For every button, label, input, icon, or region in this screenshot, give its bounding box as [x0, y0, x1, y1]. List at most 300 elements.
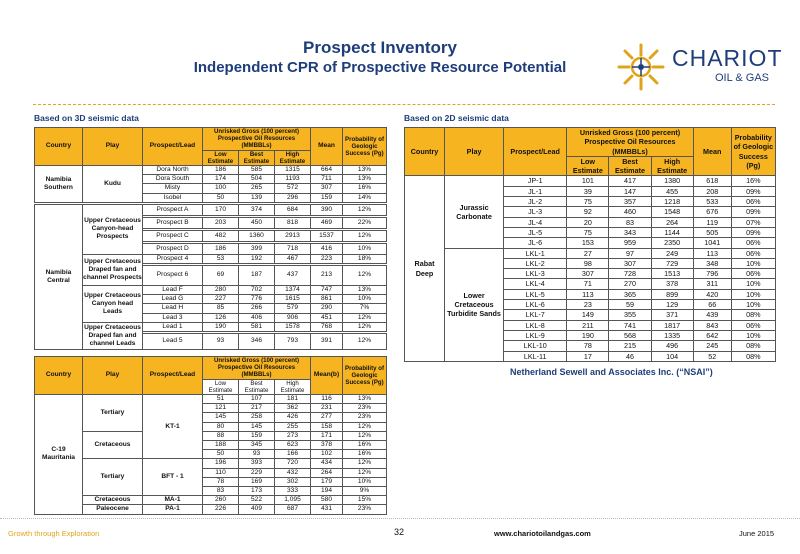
high-cell: 104 — [651, 351, 693, 361]
col-pg: Probability of Geologic Success (Pg) — [343, 128, 387, 166]
low-cell: 260 — [203, 496, 239, 505]
high-cell: 718 — [275, 243, 311, 254]
high-cell: 899 — [651, 289, 693, 299]
best-cell: 343 — [609, 227, 651, 237]
pg-cell: 12% — [343, 204, 387, 215]
prospect-cell: LKL-2 — [504, 258, 567, 268]
play-cell: Upper Cretaceous Canyon head Leads — [83, 286, 143, 323]
high-cell: 129 — [651, 300, 693, 310]
low-cell: 113 — [567, 289, 609, 299]
best-cell: 409 — [239, 505, 275, 514]
col-mean: Mean — [693, 128, 731, 176]
low-cell: 51 — [203, 395, 239, 404]
mean-cell: 505 — [693, 227, 731, 237]
high-cell: 1817 — [651, 320, 693, 330]
low-cell: 98 — [567, 258, 609, 268]
page-subtitle: Independent CPR of Prospective Resource Potential — [193, 59, 567, 76]
play-cell: Jurassic Carbonate — [445, 176, 504, 248]
best-cell: 959 — [609, 238, 651, 248]
best-cell: 139 — [239, 193, 275, 202]
pg-cell: 9% — [343, 487, 387, 496]
play-cell: Tertiary — [83, 459, 143, 496]
table-row — [405, 176, 776, 186]
best-cell: 83 — [609, 217, 651, 227]
mean-cell: 768 — [311, 322, 343, 331]
prospect-cell: Prospect A — [143, 204, 203, 215]
low-cell: 75 — [567, 197, 609, 207]
prospect-cell: MA-1 — [143, 496, 203, 505]
prospect-cell: BFT - 1 — [143, 459, 203, 496]
chariot-wheel-icon — [615, 42, 667, 92]
high-cell: 455 — [651, 186, 693, 196]
low-cell: 23 — [567, 300, 609, 310]
pg-cell: 09% — [731, 186, 775, 196]
high-cell: 432 — [275, 468, 311, 477]
high-cell: 818 — [275, 217, 311, 228]
prospect-cell: LKL-3 — [504, 269, 567, 279]
col-high: High Estimate — [275, 150, 311, 165]
mean-cell: 290 — [311, 304, 343, 313]
high-cell: 249 — [651, 248, 693, 258]
best-cell: 187 — [239, 266, 275, 286]
col-play: Play — [83, 128, 143, 166]
header-divider — [33, 104, 775, 105]
pg-cell: 13% — [343, 395, 387, 404]
best-cell: 346 — [239, 334, 275, 350]
col-low: Low Estimate — [567, 156, 609, 176]
mean-cell: 1041 — [693, 238, 731, 248]
col-high: High Estimate — [651, 156, 693, 176]
mean-cell: 618 — [693, 176, 731, 186]
low-cell: 50 — [203, 193, 239, 202]
pg-cell: 06% — [731, 248, 775, 258]
mean-cell: 431 — [311, 505, 343, 514]
col-prospect: Prospect/Lead — [143, 357, 203, 395]
mean-cell: 469 — [311, 217, 343, 228]
mean-cell: 664 — [311, 166, 343, 175]
table-row — [35, 254, 387, 263]
pg-cell: 15% — [343, 496, 387, 505]
table-row — [405, 248, 776, 258]
best-cell: 215 — [609, 341, 651, 351]
rabat-deep-resource-table — [404, 127, 776, 362]
high-cell: 2913 — [275, 230, 311, 241]
col-unrisked: Unrisked Gross (100 percent) Prospective Oil Resources (MMBBLs) — [203, 357, 311, 380]
mean-cell: 843 — [693, 320, 731, 330]
prospect-cell: LKL-1 — [504, 248, 567, 258]
prospect-cell: Isobel — [143, 193, 203, 202]
play-cell: Cretaceous — [83, 496, 143, 505]
low-cell: 93 — [203, 334, 239, 350]
best-cell: 307 — [609, 258, 651, 268]
play-cell: Upper Cretaceous Draped fan and channel Leads — [83, 322, 143, 349]
mean-cell: 378 — [311, 441, 343, 450]
high-cell: 2350 — [651, 238, 693, 248]
pg-cell: 07% — [731, 217, 775, 227]
high-cell: 378 — [651, 279, 693, 289]
pg-cell: 12% — [343, 266, 387, 286]
prospect-cell: LKL-8 — [504, 320, 567, 330]
low-cell: 280 — [203, 286, 239, 295]
low-cell: 100 — [203, 184, 239, 193]
best-cell: 399 — [239, 243, 275, 254]
prospect-cell: Dora South — [143, 175, 203, 184]
high-cell: 1218 — [651, 197, 693, 207]
best-cell: 59 — [609, 300, 651, 310]
col-best: Best Estimate — [239, 379, 275, 394]
pg-cell: 23% — [343, 413, 387, 422]
pg-cell: 13% — [343, 166, 387, 175]
high-cell: 1578 — [275, 322, 311, 331]
table-header-row — [35, 128, 387, 151]
low-cell: 110 — [203, 468, 239, 477]
mean-cell: 277 — [311, 413, 343, 422]
pg-cell: 16% — [343, 441, 387, 450]
pg-cell: 16% — [343, 184, 387, 193]
low-cell: 101 — [567, 176, 609, 186]
footer-date: June 2015 — [739, 529, 775, 538]
mean-cell: 102 — [311, 450, 343, 459]
pg-cell: 16% — [731, 176, 775, 186]
table-row — [35, 459, 387, 468]
low-cell: 126 — [203, 313, 239, 322]
col-low: Low Estimate — [203, 150, 239, 165]
table-header-row — [35, 357, 387, 380]
table-row — [35, 286, 387, 295]
prospect-cell: LKL-7 — [504, 310, 567, 320]
prospect-cell: Dora North — [143, 166, 203, 175]
low-cell: 203 — [203, 217, 239, 228]
pg-cell: 12% — [343, 431, 387, 440]
mean-cell: 451 — [311, 313, 343, 322]
logo-sub: OIL & GAS — [715, 72, 770, 84]
mean-cell: 439 — [693, 310, 731, 320]
low-cell: 153 — [567, 238, 609, 248]
low-cell: 186 — [203, 243, 239, 254]
best-cell: 145 — [239, 422, 275, 431]
high-cell: 1513 — [651, 269, 693, 279]
pg-cell: 06% — [731, 320, 775, 330]
high-cell: 1374 — [275, 286, 311, 295]
table-row — [35, 431, 387, 440]
table-row — [35, 166, 387, 175]
best-cell: 568 — [609, 330, 651, 340]
prospect-cell: Lead 5 — [143, 334, 203, 350]
pg-cell: 12% — [343, 459, 387, 468]
mean-cell: 676 — [693, 207, 731, 217]
logo-name: CHARIOT — [672, 45, 783, 71]
prospect-cell: Lead 1 — [143, 322, 203, 331]
pg-cell: 06% — [731, 197, 775, 207]
prospect-cell: LKL-10 — [504, 341, 567, 351]
high-cell: 729 — [651, 258, 693, 268]
prospect-cell: Lead H — [143, 304, 203, 313]
high-cell: 1335 — [651, 330, 693, 340]
col-mean: Mean — [311, 128, 343, 166]
pg-cell: 23% — [343, 505, 387, 514]
pg-cell: 09% — [731, 207, 775, 217]
table-row — [35, 204, 387, 215]
play-cell: Tertiary — [83, 395, 143, 432]
play-cell: Paleocene — [83, 505, 143, 514]
low-cell: 85 — [203, 304, 239, 313]
low-cell: 88 — [203, 431, 239, 440]
best-cell: 741 — [609, 320, 651, 330]
section-2d-label: Based on 2D seismic data — [404, 113, 509, 123]
mean-cell: 1537 — [311, 230, 343, 241]
low-cell: 121 — [203, 404, 239, 413]
high-cell: 362 — [275, 404, 311, 413]
high-cell: 437 — [275, 266, 311, 286]
footer-url[interactable]: www.chariotoilandgas.com — [494, 529, 591, 538]
col-best: Best Estimate — [609, 156, 651, 176]
best-cell: 585 — [239, 166, 275, 175]
pg-cell: 10% — [343, 295, 387, 304]
mean-cell: 416 — [311, 243, 343, 254]
low-cell: 50 — [203, 450, 239, 459]
mean-cell: 231 — [311, 404, 343, 413]
prospect-cell: JP-1 — [504, 176, 567, 186]
prospect-cell: JL-6 — [504, 238, 567, 248]
pg-cell: 18% — [343, 254, 387, 263]
mean-cell: 311 — [693, 279, 731, 289]
low-cell: 80 — [203, 422, 239, 431]
low-cell: 78 — [567, 341, 609, 351]
mean-cell: 52 — [693, 351, 731, 361]
play-cell: Upper Cretaceous Draped fan and channel Prospects — [83, 254, 143, 285]
mean-cell: 420 — [693, 289, 731, 299]
high-cell: 467 — [275, 254, 311, 263]
mean-cell: 66 — [693, 300, 731, 310]
pg-cell: 06% — [731, 269, 775, 279]
low-cell: 174 — [203, 175, 239, 184]
country-cell: Namibia Central — [35, 204, 83, 349]
best-cell: 97 — [609, 248, 651, 258]
section-3d-label: Based on 3D seismic data — [34, 113, 139, 123]
high-cell: 426 — [275, 413, 311, 422]
table-row — [35, 322, 387, 331]
pg-cell: 12% — [343, 230, 387, 241]
mean-cell: 348 — [693, 258, 731, 268]
high-cell: 273 — [275, 431, 311, 440]
mean-cell: 434 — [311, 459, 343, 468]
best-cell: 266 — [239, 304, 275, 313]
prospect-cell: Prospect 4 — [143, 254, 203, 263]
table-header-row — [405, 128, 776, 157]
high-cell: 1548 — [651, 207, 693, 217]
high-cell: 255 — [275, 422, 311, 431]
high-cell: 264 — [651, 217, 693, 227]
pg-cell: 12% — [343, 322, 387, 331]
play-cell: Cretaceous — [83, 431, 143, 459]
low-cell: 190 — [203, 322, 239, 331]
high-cell: 1380 — [651, 176, 693, 186]
best-cell: 229 — [239, 468, 275, 477]
best-cell: 265 — [239, 184, 275, 193]
pg-cell: 08% — [731, 341, 775, 351]
footer-tagline: Growth through Exploration — [8, 529, 100, 538]
best-cell: 417 — [609, 176, 651, 186]
table-row — [35, 395, 387, 404]
pg-cell: 10% — [731, 300, 775, 310]
country-cell: Rabat Deep — [405, 176, 445, 361]
mean-cell: 113 — [693, 248, 731, 258]
low-cell: 196 — [203, 459, 239, 468]
low-cell: 71 — [567, 279, 609, 289]
best-cell: 1360 — [239, 230, 275, 241]
country-cell: Namibia Southern — [35, 166, 83, 203]
best-cell: 159 — [239, 431, 275, 440]
best-cell: 107 — [239, 395, 275, 404]
best-cell: 581 — [239, 322, 275, 331]
footer-page-number: 32 — [394, 527, 405, 537]
low-cell: 53 — [203, 254, 239, 263]
high-cell: 496 — [651, 341, 693, 351]
prospect-cell: PA-1 — [143, 505, 203, 514]
mean-cell: 391 — [311, 334, 343, 350]
high-cell: 1615 — [275, 295, 311, 304]
best-cell: 522 — [239, 496, 275, 505]
pg-cell: 08% — [731, 351, 775, 361]
col-prospect: Prospect/Lead — [143, 128, 203, 166]
mean-cell: 194 — [311, 487, 343, 496]
best-cell: 46 — [609, 351, 651, 361]
best-cell: 504 — [239, 175, 275, 184]
best-cell: 776 — [239, 295, 275, 304]
pg-cell: 10% — [731, 258, 775, 268]
prospect-cell: JL-2 — [504, 197, 567, 207]
mean-cell: 533 — [693, 197, 731, 207]
low-cell: 92 — [567, 207, 609, 217]
prospect-cell: Prospect D — [143, 243, 203, 254]
pg-cell: 16% — [343, 450, 387, 459]
low-cell: 20 — [567, 217, 609, 227]
low-cell: 75 — [567, 227, 609, 237]
pg-cell: 7% — [343, 304, 387, 313]
mean-cell: 861 — [311, 295, 343, 304]
pg-cell: 12% — [343, 313, 387, 322]
best-cell: 365 — [609, 289, 651, 299]
best-cell: 702 — [239, 286, 275, 295]
low-cell: 83 — [203, 487, 239, 496]
pg-cell: 12% — [343, 468, 387, 477]
mean-cell: 171 — [311, 431, 343, 440]
low-cell: 145 — [203, 413, 239, 422]
high-cell: 684 — [275, 204, 311, 215]
best-cell: 192 — [239, 254, 275, 263]
play-cell: Lower Cretaceous Turbidite Sands — [445, 248, 504, 361]
high-cell: 371 — [651, 310, 693, 320]
best-cell: 450 — [239, 217, 275, 228]
col-country: Country — [405, 128, 445, 176]
mean-cell: 245 — [693, 341, 731, 351]
low-cell: 27 — [567, 248, 609, 258]
best-cell: 406 — [239, 313, 275, 322]
low-cell: 149 — [567, 310, 609, 320]
mean-cell: 307 — [311, 184, 343, 193]
high-cell: 623 — [275, 441, 311, 450]
prospect-cell: Prospect 6 — [143, 266, 203, 286]
pg-cell: 10% — [343, 477, 387, 486]
best-cell: 728 — [609, 269, 651, 279]
play-cell: Upper Cretaceous Canyon-head Prospects — [83, 204, 143, 254]
page-title: Prospect Inventory — [303, 38, 457, 57]
mean-cell: 796 — [693, 269, 731, 279]
high-cell: 572 — [275, 184, 311, 193]
mean-cell: 580 — [311, 496, 343, 505]
mean-cell: 159 — [311, 193, 343, 202]
prospect-cell: LKL-9 — [504, 330, 567, 340]
mean-cell: 116 — [311, 395, 343, 404]
prospect-cell: Misty — [143, 184, 203, 193]
low-cell: 226 — [203, 505, 239, 514]
col-high: High Estimate — [275, 379, 311, 394]
col-unrisked: Unrisked Gross (100 percent) Prospective Oil Resources (MMBBLs) — [203, 128, 311, 151]
prospect-cell: JL-1 — [504, 186, 567, 196]
col-prospect: Prospect/Lead — [504, 128, 567, 176]
mean-cell: 179 — [311, 477, 343, 486]
col-pg: Probability of Geologic Success (Pg) — [343, 357, 387, 395]
low-cell: 482 — [203, 230, 239, 241]
low-cell: 190 — [567, 330, 609, 340]
prospect-cell: Prospect C — [143, 230, 203, 241]
pg-cell: 13% — [343, 286, 387, 295]
col-country: Country — [35, 128, 83, 166]
best-cell: 355 — [609, 310, 651, 320]
prospect-cell: KT-1 — [143, 395, 203, 459]
best-cell: 147 — [609, 186, 651, 196]
best-cell: 173 — [239, 487, 275, 496]
prospect-cell: LKL-11 — [504, 351, 567, 361]
mean-cell: 747 — [311, 286, 343, 295]
mean-cell: 213 — [311, 266, 343, 286]
high-cell: 1193 — [275, 175, 311, 184]
col-play: Play — [83, 357, 143, 395]
high-cell: 579 — [275, 304, 311, 313]
mean-cell: 158 — [311, 422, 343, 431]
col-best: Best Estimate — [239, 150, 275, 165]
prospect-cell: JL-3 — [504, 207, 567, 217]
col-play: Play — [445, 128, 504, 176]
low-cell: 17 — [567, 351, 609, 361]
high-cell: 1144 — [651, 227, 693, 237]
high-cell: 1,095 — [275, 496, 311, 505]
namibia-resource-table — [34, 127, 387, 350]
play-cell: Kudu — [83, 166, 143, 203]
high-cell: 720 — [275, 459, 311, 468]
pg-cell: 10% — [731, 330, 775, 340]
pg-cell: 13% — [343, 175, 387, 184]
prospect-cell: Lead 3 — [143, 313, 203, 322]
low-cell: 188 — [203, 441, 239, 450]
high-cell: 296 — [275, 193, 311, 202]
pg-cell: 06% — [731, 238, 775, 248]
mean-cell: 711 — [311, 175, 343, 184]
low-cell: 227 — [203, 295, 239, 304]
pg-cell: 10% — [731, 279, 775, 289]
prospect-cell: JL-4 — [504, 217, 567, 227]
high-cell: 302 — [275, 477, 311, 486]
best-cell: 258 — [239, 413, 275, 422]
mean-cell: 264 — [311, 468, 343, 477]
best-cell: 460 — [609, 207, 651, 217]
low-cell: 211 — [567, 320, 609, 330]
high-cell: 793 — [275, 334, 311, 350]
best-cell: 270 — [609, 279, 651, 289]
pg-cell: 14% — [343, 193, 387, 202]
best-cell: 357 — [609, 197, 651, 207]
mauritania-resource-table — [34, 356, 387, 515]
